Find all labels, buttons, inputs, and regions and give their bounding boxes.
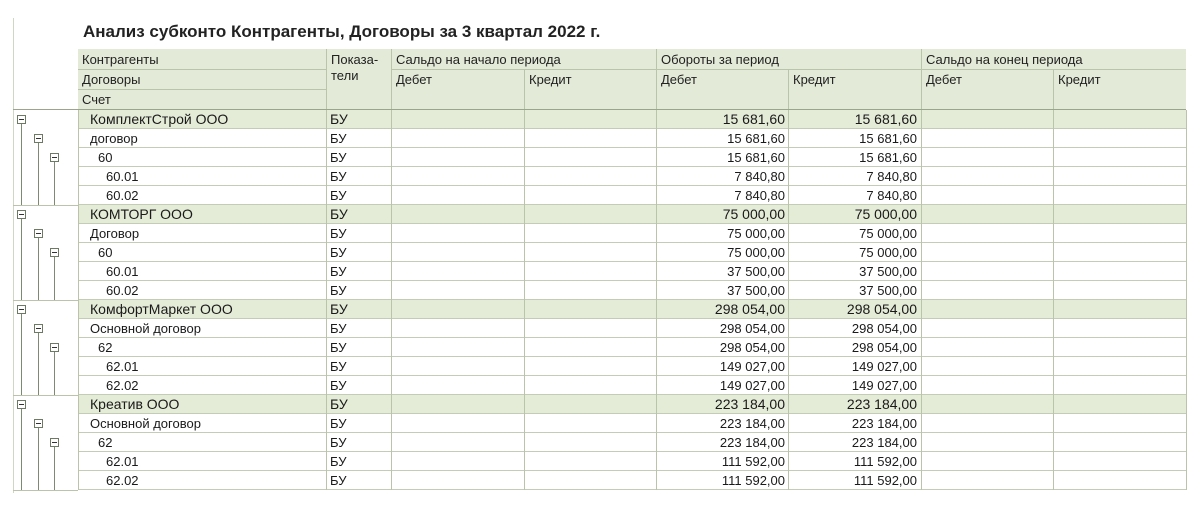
row-indicator: БУ — [330, 416, 347, 431]
turnover-debit: 7 840,80 — [734, 169, 785, 184]
turnover-debit: 15 681,60 — [722, 111, 785, 127]
turnover-debit: 37 500,00 — [727, 283, 785, 298]
row-divider — [78, 128, 1186, 129]
turnover-debit: 37 500,00 — [727, 264, 785, 279]
turnover-credit: 111 592,00 — [853, 473, 917, 488]
collapse-toggle-icon[interactable] — [34, 134, 43, 143]
row-label: 60 — [98, 150, 113, 165]
row-divider — [78, 413, 1186, 414]
row-divider — [78, 375, 1186, 376]
collapse-toggle-icon[interactable] — [17, 400, 26, 409]
row-label: Основной договор — [90, 416, 201, 431]
row-indicator: БУ — [330, 359, 347, 374]
row-label: 60.02 — [106, 188, 139, 203]
table-row[interactable] — [78, 262, 1186, 281]
turnover-debit: 149 027,00 — [719, 359, 785, 374]
table-row[interactable] — [78, 433, 1186, 452]
turnover-credit: 15 681,60 — [859, 131, 917, 146]
turnover-credit: 149 027,00 — [851, 359, 917, 374]
row-label: 62 — [98, 435, 113, 450]
table-row[interactable] — [78, 129, 1186, 148]
table-row[interactable] — [78, 186, 1186, 205]
turnover-credit: 75 000,00 — [859, 245, 917, 260]
row-divider — [78, 432, 1186, 433]
header-opening-credit: Кредит — [529, 72, 572, 87]
collapse-toggle-icon[interactable] — [17, 210, 26, 219]
header-closing-credit: Кредит — [1058, 72, 1101, 87]
row-divider — [78, 470, 1186, 471]
row-label: КомплектСтрой ООО — [90, 111, 229, 127]
turnover-debit: 15 681,60 — [727, 150, 785, 165]
header-closing-debit: Дебет — [926, 72, 962, 87]
header-opening-balance: Сальдо на начало периода — [396, 52, 561, 67]
collapse-toggle-icon[interactable] — [50, 438, 59, 447]
column-divider — [656, 110, 657, 490]
turnover-credit: 298 054,00 — [851, 340, 917, 355]
row-divider — [78, 166, 1186, 167]
collapse-toggle-icon[interactable] — [50, 153, 59, 162]
row-indicator: БУ — [330, 150, 347, 165]
row-label: КомфортМаркет ООО — [90, 301, 233, 317]
row-label: Основной договор — [90, 321, 201, 336]
turnover-credit: 37 500,00 — [859, 264, 917, 279]
row-divider — [78, 185, 1186, 186]
row-label: договор — [90, 131, 138, 146]
turnover-credit: 223 184,00 — [851, 416, 917, 431]
collapse-toggle-icon[interactable] — [17, 305, 26, 314]
turnover-credit: 111 592,00 — [853, 454, 917, 469]
row-label: 60.02 — [106, 283, 139, 298]
table-row[interactable] — [78, 395, 1186, 414]
turnover-credit: 223 184,00 — [851, 435, 917, 450]
row-indicator: БУ — [330, 188, 347, 203]
table-row[interactable] — [78, 300, 1186, 319]
header-counterparties: Контрагенты — [82, 52, 159, 67]
row-indicator: БУ — [330, 226, 347, 241]
turnover-credit: 7 840,80 — [866, 188, 917, 203]
row-indicator: БУ — [330, 169, 347, 184]
header-indicators-line1: Показа- — [331, 52, 379, 67]
column-divider — [1053, 110, 1054, 490]
row-indicator: БУ — [330, 264, 347, 279]
row-label: 60.01 — [106, 264, 139, 279]
row-indicator: БУ — [330, 131, 347, 146]
column-divider — [921, 110, 922, 490]
turnover-debit: 223 184,00 — [714, 396, 785, 412]
row-label: Креатив ООО — [90, 396, 180, 412]
turnover-debit: 75 000,00 — [722, 206, 785, 222]
column-divider — [524, 110, 525, 490]
turnover-debit: 298 054,00 — [714, 301, 785, 317]
collapse-toggle-icon[interactable] — [34, 229, 43, 238]
table-row[interactable] — [78, 357, 1186, 376]
table-row[interactable] — [78, 148, 1186, 167]
turnover-credit: 223 184,00 — [846, 396, 917, 412]
table-row[interactable] — [78, 224, 1186, 243]
table-row[interactable] — [78, 319, 1186, 338]
row-indicator: БУ — [330, 283, 347, 298]
row-divider — [78, 299, 1186, 300]
turnover-debit: 7 840,80 — [734, 188, 785, 203]
collapse-toggle-icon[interactable] — [17, 115, 26, 124]
row-divider — [78, 280, 1186, 281]
collapse-toggle-icon[interactable] — [50, 248, 59, 257]
collapse-toggle-icon[interactable] — [34, 419, 43, 428]
table-row[interactable] — [78, 471, 1186, 490]
row-divider — [78, 451, 1186, 452]
turnover-credit: 75 000,00 — [859, 226, 917, 241]
row-divider — [78, 337, 1186, 338]
turnover-credit: 75 000,00 — [854, 206, 917, 222]
collapse-toggle-icon[interactable] — [34, 324, 43, 333]
header-turnover-debit: Дебет — [661, 72, 697, 87]
row-indicator: БУ — [330, 454, 347, 469]
header-turnover-credit: Кредит — [793, 72, 836, 87]
row-divider — [78, 223, 1186, 224]
row-label: Договор — [90, 226, 140, 241]
row-label: 62 — [98, 340, 113, 355]
table-row[interactable] — [78, 281, 1186, 300]
row-indicator: БУ — [330, 301, 348, 317]
row-indicator: БУ — [330, 396, 348, 412]
row-label: КОМТОРГ ООО — [90, 206, 193, 222]
row-indicator: БУ — [330, 321, 347, 336]
row-indicator: БУ — [330, 206, 348, 222]
turnover-credit: 15 681,60 — [859, 150, 917, 165]
turnover-debit: 15 681,60 — [727, 131, 785, 146]
row-label: 62.01 — [106, 359, 139, 374]
row-divider — [78, 318, 1186, 319]
turnover-debit: 298 054,00 — [719, 340, 785, 355]
header-account: Счет — [82, 92, 111, 107]
row-label: 60.01 — [106, 169, 139, 184]
table-row[interactable] — [78, 243, 1186, 262]
table-row[interactable] — [78, 452, 1186, 471]
row-label: 62.02 — [106, 378, 139, 393]
turnover-debit: 111 592,00 — [721, 454, 785, 469]
column-divider — [391, 110, 392, 490]
row-divider — [78, 204, 1186, 205]
turnover-debit: 111 592,00 — [721, 473, 785, 488]
table-row[interactable] — [78, 167, 1186, 186]
row-indicator: БУ — [330, 435, 347, 450]
row-label: 62.01 — [106, 454, 139, 469]
turnover-debit: 223 184,00 — [719, 416, 785, 431]
header-indicators-line2: тели — [331, 68, 359, 83]
turnover-debit: 149 027,00 — [719, 378, 785, 393]
column-divider — [788, 110, 789, 490]
collapse-toggle-icon[interactable] — [50, 343, 59, 352]
turnover-debit: 298 054,00 — [719, 321, 785, 336]
table-row[interactable] — [78, 414, 1186, 433]
turnover-debit: 75 000,00 — [727, 245, 785, 260]
table-header — [78, 49, 1186, 109]
turnover-credit: 298 054,00 — [851, 321, 917, 336]
row-divider — [78, 147, 1186, 148]
turnover-debit: 223 184,00 — [719, 435, 785, 450]
turnover-debit: 75 000,00 — [727, 226, 785, 241]
table-row[interactable] — [78, 110, 1186, 129]
turnover-credit: 37 500,00 — [859, 283, 917, 298]
row-label: 62.02 — [106, 473, 139, 488]
turnover-credit: 15 681,60 — [854, 111, 917, 127]
row-indicator: БУ — [330, 473, 347, 488]
row-divider — [78, 261, 1186, 262]
row-divider — [78, 394, 1186, 395]
header-closing-balance: Сальдо на конец периода — [926, 52, 1083, 67]
row-indicator: БУ — [330, 340, 347, 355]
row-divider — [78, 356, 1186, 357]
turnover-credit: 7 840,80 — [866, 169, 917, 184]
row-indicator: БУ — [330, 111, 348, 127]
row-indicator: БУ — [330, 378, 347, 393]
turnover-credit: 298 054,00 — [846, 301, 917, 317]
header-turnover: Обороты за период — [661, 52, 779, 67]
header-contracts: Договоры — [82, 72, 141, 87]
turnover-credit: 149 027,00 — [851, 378, 917, 393]
header-opening-debit: Дебет — [396, 72, 432, 87]
column-divider — [78, 110, 79, 490]
table-row[interactable] — [78, 376, 1186, 395]
table-row[interactable] — [78, 205, 1186, 224]
column-divider — [1186, 110, 1187, 490]
column-divider — [326, 110, 327, 490]
report-title: Анализ субконто Контрагенты, Договоры за 3 квартал 2022 г. — [83, 22, 601, 41]
row-label: 60 — [98, 245, 113, 260]
table-row[interactable] — [78, 338, 1186, 357]
row-divider — [78, 489, 1186, 490]
row-indicator: БУ — [330, 245, 347, 260]
row-divider — [78, 242, 1186, 243]
